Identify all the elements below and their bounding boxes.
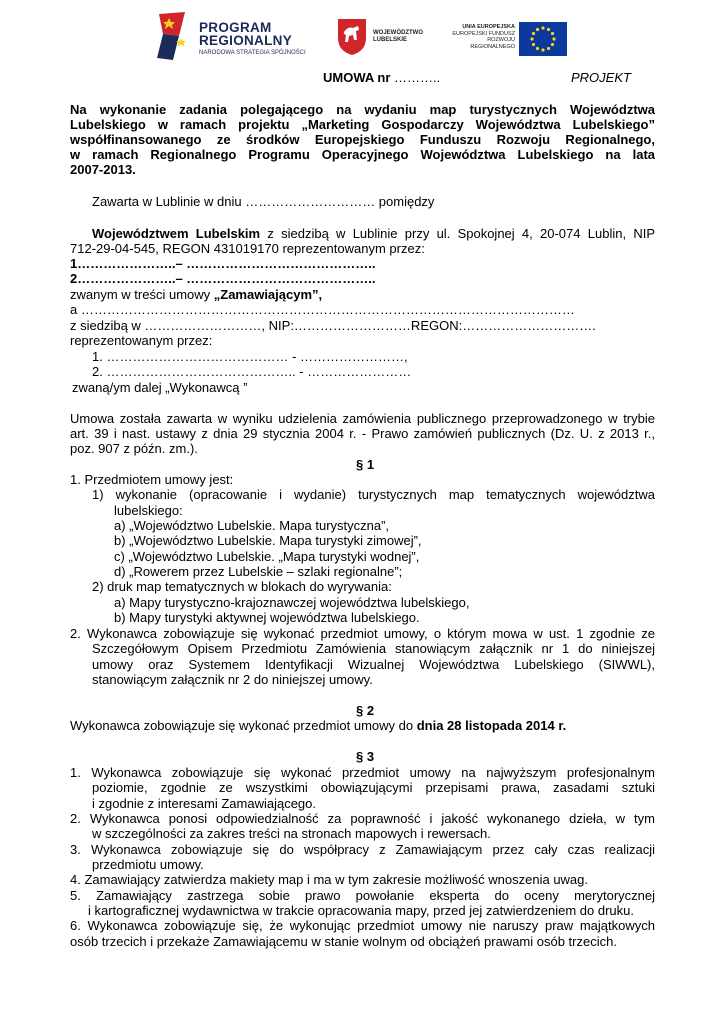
s1-item-2b: b) Mapy turystyki aktywnej województwa lubelskiego. (114, 610, 420, 625)
intro-line-3: współfinansowanego ze środków Europejskiego Funduszu Rozwoju Regionalnego, (70, 132, 655, 147)
s2-deadline: dnia 28 listopada 2014 r. (416, 718, 567, 733)
s3-point-3-line-2: przedmiotu umowy. (92, 857, 204, 872)
s1-item-2a: a) Mapy turystyczno-krajoznawczej województwa lubelskiego, (114, 595, 470, 610)
contractor-representative-1: 1. …………………………………… - ……………………, (92, 349, 408, 364)
basis-line-2: art. 39 i nast. ustawy z dnia 29 stycznia 2004 r. - Prawo zamówień publicznych (Dz. U. z 2013 r., (70, 426, 655, 441)
voivodeship-line2: LUBELSKIE (373, 37, 408, 43)
eu-text-line3: ROZWOJU REGIONALNEGO (470, 37, 515, 50)
s1-point-2-line-4: stanowiącym załącznik nr 2 do niniejszej umowy. (92, 672, 373, 687)
intro-line-1: Na wykonanie zadania polegającego na wydaniu map turystycznych Województwa (70, 102, 655, 117)
program-subtitle: NARODOWA STRATEGIA SPÓJNOŚCI (199, 50, 306, 56)
program-title-line1: PROGRAM (199, 20, 272, 35)
voivodeship-name (373, 30, 423, 44)
eu-flag-icon (519, 22, 567, 56)
eu-text-line2: EUROPEJSKI FUNDUSZ (452, 30, 515, 37)
basis-line-3: poz. 907 z późn. zm.). (70, 441, 198, 456)
s1-item-b: b) „Województwo Lubelskie. Mapa turystyki zimowej”, (114, 533, 422, 548)
program-title-line2: REGIONALNY (199, 32, 293, 48)
eu-text-line1: UNIA EUROPEJSKA (462, 24, 515, 30)
s2-text-body: Wykonawca zobowiązuje się wykonać przedmiot umowy do (70, 718, 417, 733)
section-2-heading: § 2 (356, 703, 375, 718)
s1-item-c: c) „Województwo Lubelskie. „Mapa turystyki wodnej”, (114, 549, 420, 564)
entity-address: z siedzibą w Lublinie przy ul. Spokojnej 4, 20-074 Lublin, NIP (260, 226, 655, 241)
program-regionalny-logo (155, 12, 325, 62)
s1-point-1-2: 2) druk map tematycznych w blokach do wyrywania: (92, 579, 392, 594)
ordering-party-line (70, 287, 322, 302)
s1-item-a: a) „Województwo Lubelskie. Mapa turystyczna”, (114, 518, 390, 533)
contract-number-placeholder: ……….. (394, 70, 441, 85)
wojewodztwo-lubelskie-logo (337, 18, 447, 58)
s3-point-1-line-3: i zgodnie z interesami Zamawiającego. (92, 796, 316, 811)
s1-point-1: 1. Przedmiotem umowy jest: (70, 472, 234, 487)
project-label: PROJEKT (571, 70, 631, 85)
s3-point-4: 4. Zamawiający zatwierdza makiety map i ma w tym zakresie możliwość wnoszenia uwag. (70, 872, 589, 887)
s1-point-1-1-line-1: 1) wykonanie (opracowanie i wydanie) turystycznych map tematycznych województwa (92, 487, 655, 502)
concluded-line: Zawarta w Lublinie w dniu ………………………… pomiędzy (92, 194, 435, 209)
represented-by: reprezentowanym przez: (70, 333, 213, 348)
s3-point-6-line-1: 6. Wykonawca zobowiązuje się, że wykonując przedmiot umowy nie naruszy praw majątkowych (70, 918, 655, 933)
entity-name: Województwem Lubelskim (92, 226, 261, 241)
s3-point-3-line-1: 3. Wykonawca zobowiązuje się do współpracy z Zamawiającym przez cały czas realizacji (70, 842, 655, 857)
basis-line-1: Umowa została zawarta w wyniku udzielenia zamówienia publicznego przeprowadzonego w trybie (70, 411, 655, 426)
lubelskie-shield-icon (337, 18, 367, 56)
section-1-heading: § 1 (356, 457, 375, 472)
intro-line-4: w ramach Regionalnego Programu Operacyjnego Województwa Lubelskiego na lata (70, 147, 655, 162)
s3-point-2-line-1: 2. Wykonawca ponosi odpowiedzialność za poprawność i jakość wykonanego dzieła, w tym (70, 811, 655, 826)
representative-1: 1…………………..– …………………………………….. (70, 256, 376, 271)
header-logos (155, 12, 570, 64)
s1-point-1-1-line-2: lubelskiego: (114, 503, 183, 518)
s1-point-2-line-2: Szczegółowym Opisem Przedmiotu Zamówienia stanowiącym załącznik nr 1 do niniejszej (92, 641, 655, 656)
section-3-heading: § 3 (356, 749, 375, 764)
program-title (199, 22, 292, 47)
contract-title (323, 70, 440, 85)
s3-point-6-line-2: osób trzecich i przekaże Zamawiającemu w stanie wolnym od obciążeń prawami osób trzecich. (70, 934, 617, 949)
representative-2: 2…………………..– …………………………………….. (70, 271, 376, 286)
contractor-name-line: a …………………………………………………………………………………………………… (70, 302, 575, 317)
s1-point-2-line-3: umowy oraz Systemem Identyfikacji Wizualnej Województwa Lubelskiego (SIWWL), (92, 657, 655, 672)
ordering-party-name: „Zamawiającym”, (213, 287, 323, 302)
contractor-representative-2: 2. …………………………………….. - …………………… (92, 364, 412, 379)
program-flag-icon (155, 12, 193, 62)
s1-point-2-line-1: 2. Wykonawca zobowiązuje się wykonać przedmiot umowy, o którym mowa w ust. 1 zgodnie ze (70, 626, 655, 641)
s1-item-d: d) „Rowerem przez Lubelskie – szlaki regionalne”; (114, 564, 403, 579)
s3-point-2-line-2: w szczególności za zakres treści na stronach mapowych i rewersach. (92, 826, 491, 841)
intro-line-5: 2007-2013. (70, 162, 136, 177)
s3-point-5-line-1: 5. Zamawiający zastrzega sobie prawo powołanie eksperta do oceny merytorycznej (70, 888, 655, 903)
s3-point-1-line-1: 1. Wykonawca zobowiązuje się wykonać przedmiot umowy na najwyższym profesjonalnym (70, 765, 655, 780)
contractor-seat-line: z siedzibą w ………………………, NIP:………………………REGON:…………………………. (70, 318, 596, 333)
voivodeship-line1: WOJEWÓDZTWO (373, 30, 423, 36)
eu-text (447, 24, 515, 50)
eu-logo (447, 22, 572, 58)
contractor-label: zwaną/ym dalej „Wykonawcą ” (72, 380, 248, 395)
s3-point-1-line-2: poziomie, zgodnie ze wszystkimi obowiązującymi przepisami prawa, zasadami sztuki (92, 780, 655, 795)
ordering-party-prefix: zwanym w treści umowy (70, 287, 214, 302)
entity-line-1 (92, 226, 655, 241)
entity-line-2: 712-29-04-545, REGON 431019170 reprezentowanym przez: (70, 241, 425, 256)
contract-title-label: UMOWA nr (323, 70, 391, 85)
s2-text (70, 718, 566, 733)
s3-point-5-line-2: i kartograficznej wydawnictwa w trakcie opracowania mapy, przed jej zatwierdzeniem do druku. (88, 903, 634, 918)
intro-line-2: Lubelskiego w ramach projektu „Marketing Gospodarczy Województwa Lubelskiego” (70, 117, 655, 132)
